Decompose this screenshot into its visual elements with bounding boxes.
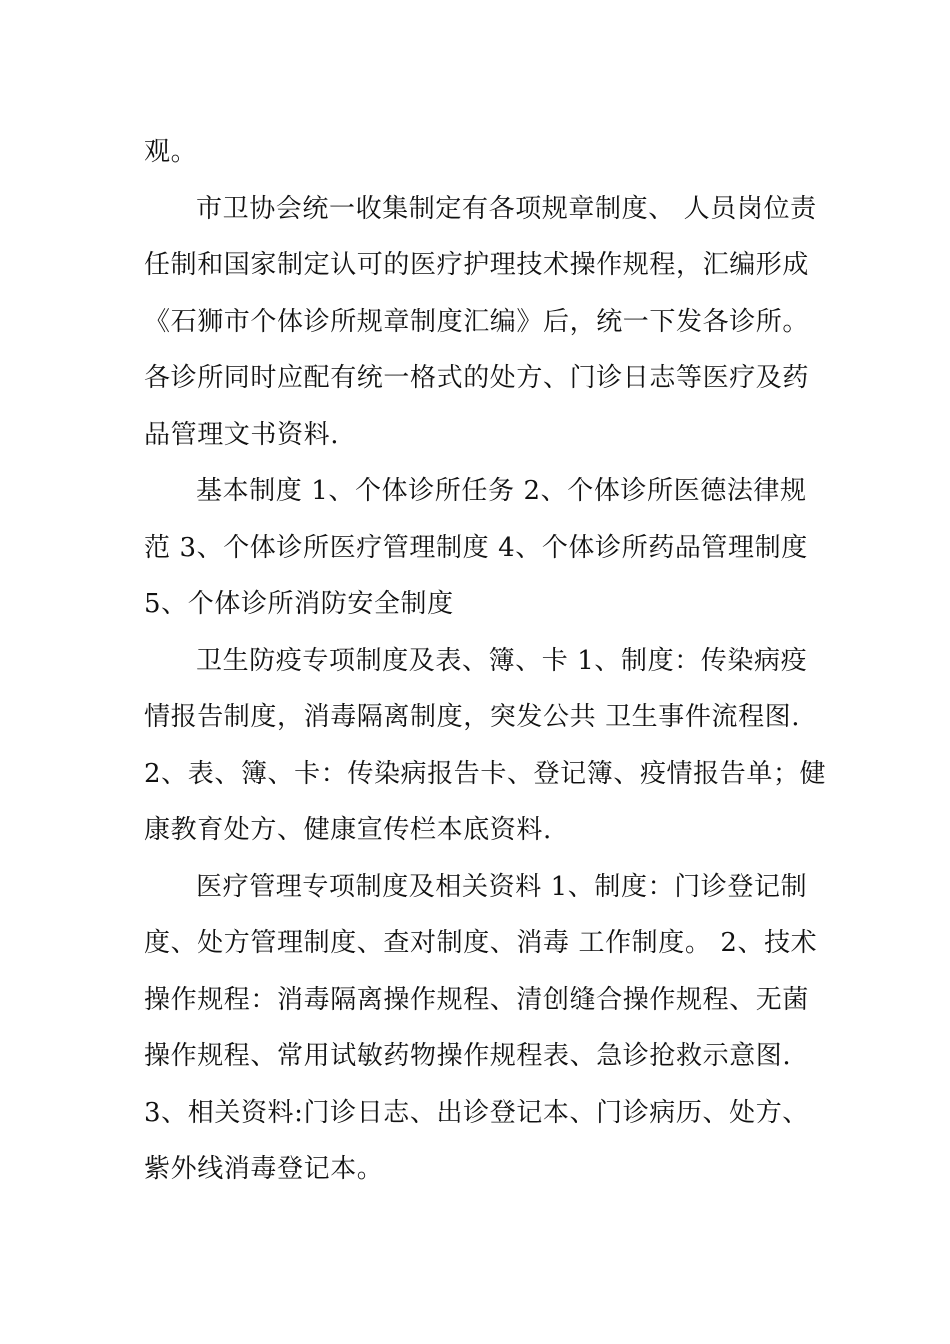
text-line: 情报告制度，消毒隔离制度，突发公共 卫生事件流程图. [144,702,801,732]
text-line: 基本制度 1、个体诊所任务 2、个体诊所医德法律规 [196,476,807,506]
text-line: 5、个体诊所消防安全制度 [144,589,454,619]
text-line: 观。 [144,137,198,167]
paragraph-medical-management [144,859,818,1198]
paragraph-epidemic-prevention [144,633,827,859]
text-line: 品管理文书资料. [144,419,340,450]
text-line: 市卫协会统一收集制定有各项规章制度、 人员岗位责 [196,193,817,224]
paragraph-basic-rules [144,463,814,633]
text-line: 范 3、个体诊所医疗管理制度 4、个体诊所药品管理制度 [144,532,808,563]
text-line: 操作规程、常用试敏药物操作规程表、急诊抢救示意图. [144,1041,792,1071]
text-line: 康教育处方、健康宣传栏本底资料. [144,815,552,845]
text-line: 2、表、簿、卡：传染病报告卡、登记簿、疫情报告单；健 [144,758,827,789]
text-line: 《石狮市个体诊所规章制度汇编》后，统一下发各诊所。 [144,306,810,337]
text-line: 3、相关资料:门诊日志、出诊登记本、门诊病历、处方、 [144,1097,809,1128]
text-line: 医疗管理专项制度及相关资料 1、制度：门诊登记制 [196,871,808,902]
text-line: 各诊所同时应配有统一格式的处方、门诊日志等医疗及药 [144,363,810,393]
paragraph-continuation [144,124,814,181]
paragraph-regulations-compilation [144,181,817,464]
text-line: 卫生防疫专项制度及表、簿、卡 1、制度：传染病疫 [196,645,808,676]
text-line: 任制和国家制定认可的医疗护理技术操作规程，汇编形成 [144,250,810,280]
text-line: 度、处方管理制度、查对制度、消毒 工作制度。 2、技术 [144,928,818,958]
text-line: 操作规程：消毒隔离操作规程、清创缝合操作规程、无菌 [144,984,810,1015]
document-body [144,124,827,1198]
text-line: 紫外线消毒登记本。 [144,1154,384,1184]
